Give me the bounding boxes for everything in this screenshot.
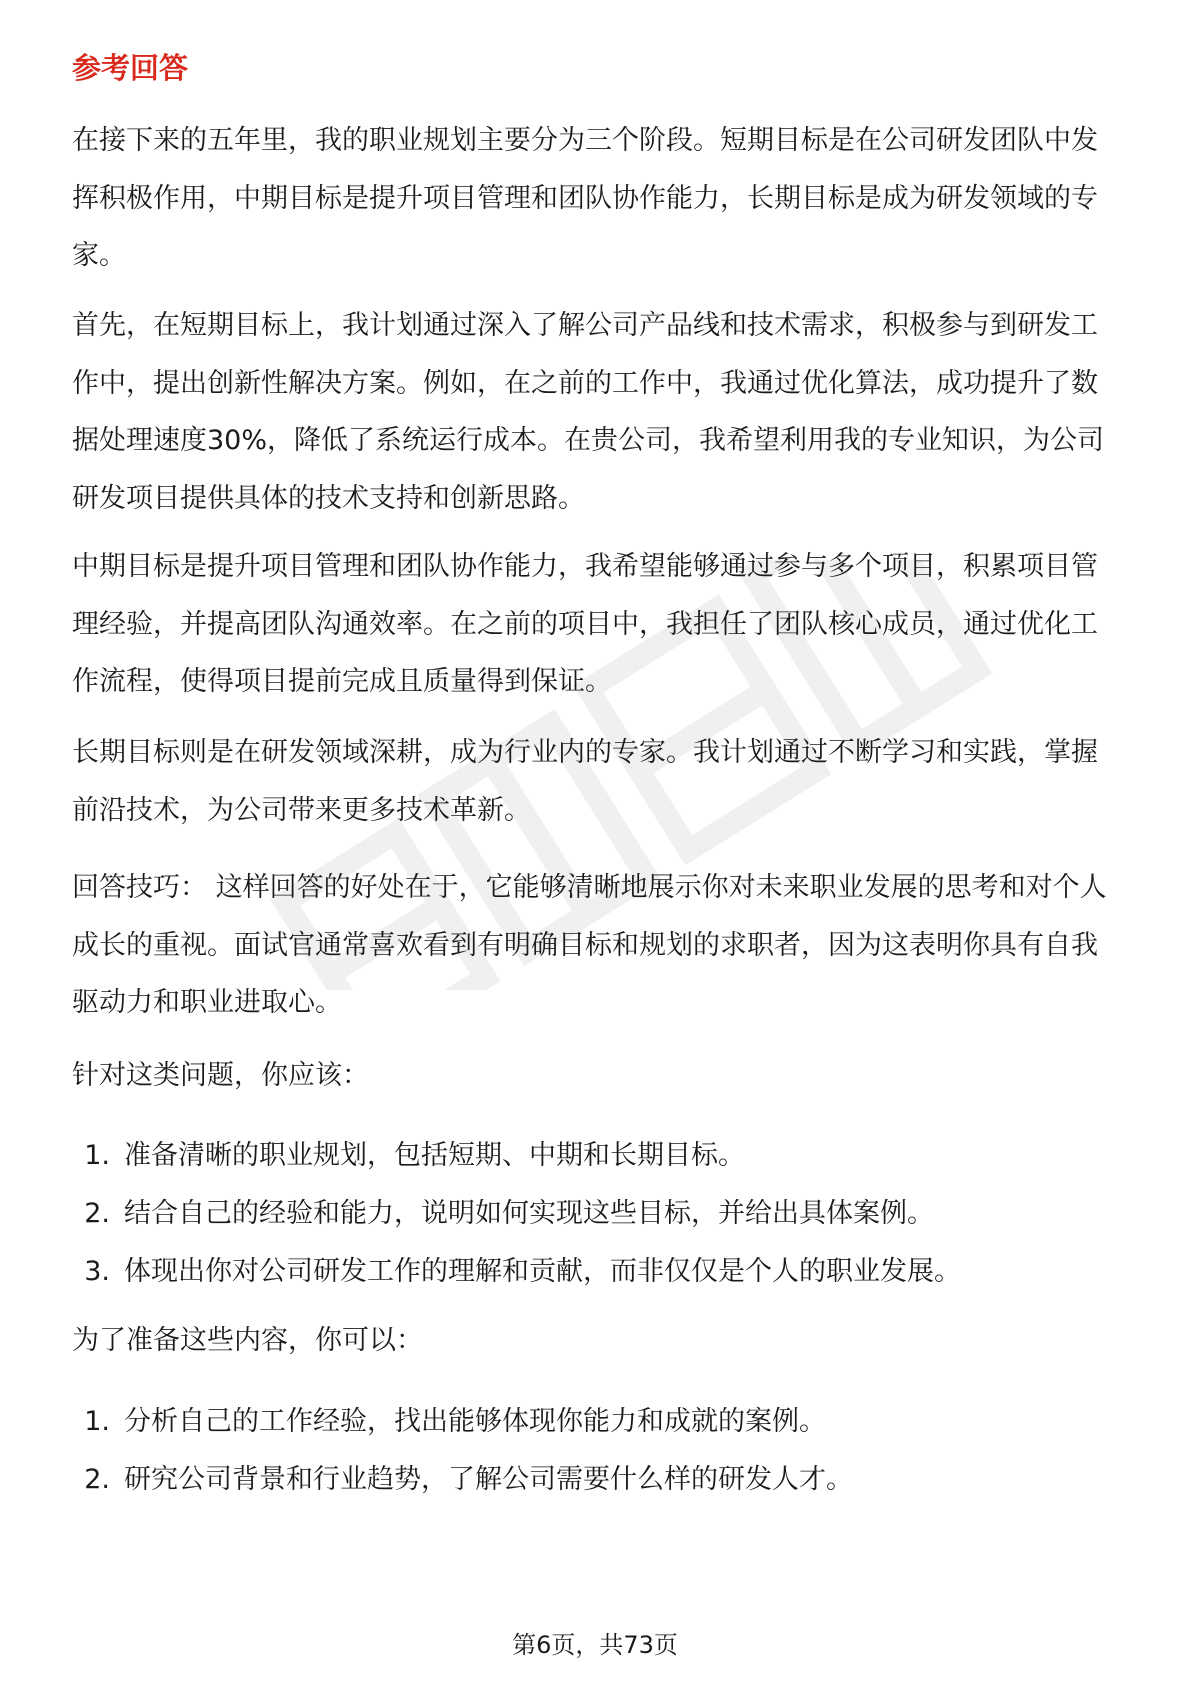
section-title: 参考回答 (72, 51, 189, 85)
list-item (72, 1243, 1122, 1301)
list-item-number: 1. (84, 1140, 110, 1171)
list-item-text: 分析自己的工作经验，找出能够体现你能力和成就的案例。 (124, 1406, 826, 1437)
should-list (72, 1127, 1122, 1301)
list-item (72, 1451, 1122, 1509)
list-item (72, 1393, 1122, 1451)
list-item-number: 2. (84, 1198, 110, 1229)
paragraph-short-term: 首先，在短期目标上，我计划通过深入了解公司产品线和技术需求，积极参与到研发工作中，提出创新性解决方案。例如，在之前的工作中，我通过优化算法，成功提升了数据处理速度30%，降低了系统运行成本。在贵公司，我希望利用我的专业知识，为公司研发项目提供具体的技术支持和创新思路。 (72, 310, 1105, 514)
list-item-text: 研究公司背景和行业趋势，了解公司需要什么样的研发人才。 (124, 1464, 853, 1495)
list-item (72, 1185, 1122, 1243)
paragraph-long-term: 长期目标则是在研发领域深耕，成为行业内的专家。我计划通过不断学习和实践，掌握前沿技术，为公司带来更多技术革新。 (72, 737, 1098, 826)
list-item-number: 3. (84, 1256, 110, 1287)
list-item-text: 结合自己的经验和能力，说明如何实现这些目标，并给出具体案例。 (124, 1198, 934, 1229)
list-item-number: 1. (84, 1406, 110, 1437)
paragraph-overview: 在接下来的五年里，我的职业规划主要分为三个阶段。短期目标是在公司研发团队中发挥积极作用，中期目标是提升项目管理和团队协作能力，长期目标是成为研发领域的专家。 (72, 125, 1098, 271)
list-item-text: 体现出你对公司研发工作的理解和贡献，而非仅仅是个人的职业发展。 (124, 1256, 961, 1287)
prepare-list (72, 1393, 1122, 1509)
paragraph-should-intro: 针对这类问题，你应该： (72, 1060, 369, 1091)
paragraph-prepare-intro: 为了准备这些内容，你可以： (72, 1325, 423, 1356)
list-item (72, 1127, 1122, 1185)
list-item-number: 2. (84, 1464, 110, 1495)
paragraph-tips: 回答技巧： 这样回答的好处在于，它能够清晰地展示你对未来职业发展的思考和对个人成长的重视。面试官通常喜欢看到有明确目标和规划的求职者，因为这表明你具有自我驱动力和职业进取心。 (72, 872, 1107, 1018)
page-footer: 第6页，共73页 (512, 1631, 678, 1659)
paragraph-mid-term: 中期目标是提升项目管理和团队协作能力，我希望能够通过参与多个项目，积累项目管理经验，并提高团队沟通效率。在之前的项目中，我担任了团队核心成员，通过优化工作流程，使得项目提前完成且质量得到保证。 (72, 551, 1098, 697)
list-item-text: 准备清晰的职业规划，包括短期、中期和长期目标。 (124, 1140, 745, 1171)
